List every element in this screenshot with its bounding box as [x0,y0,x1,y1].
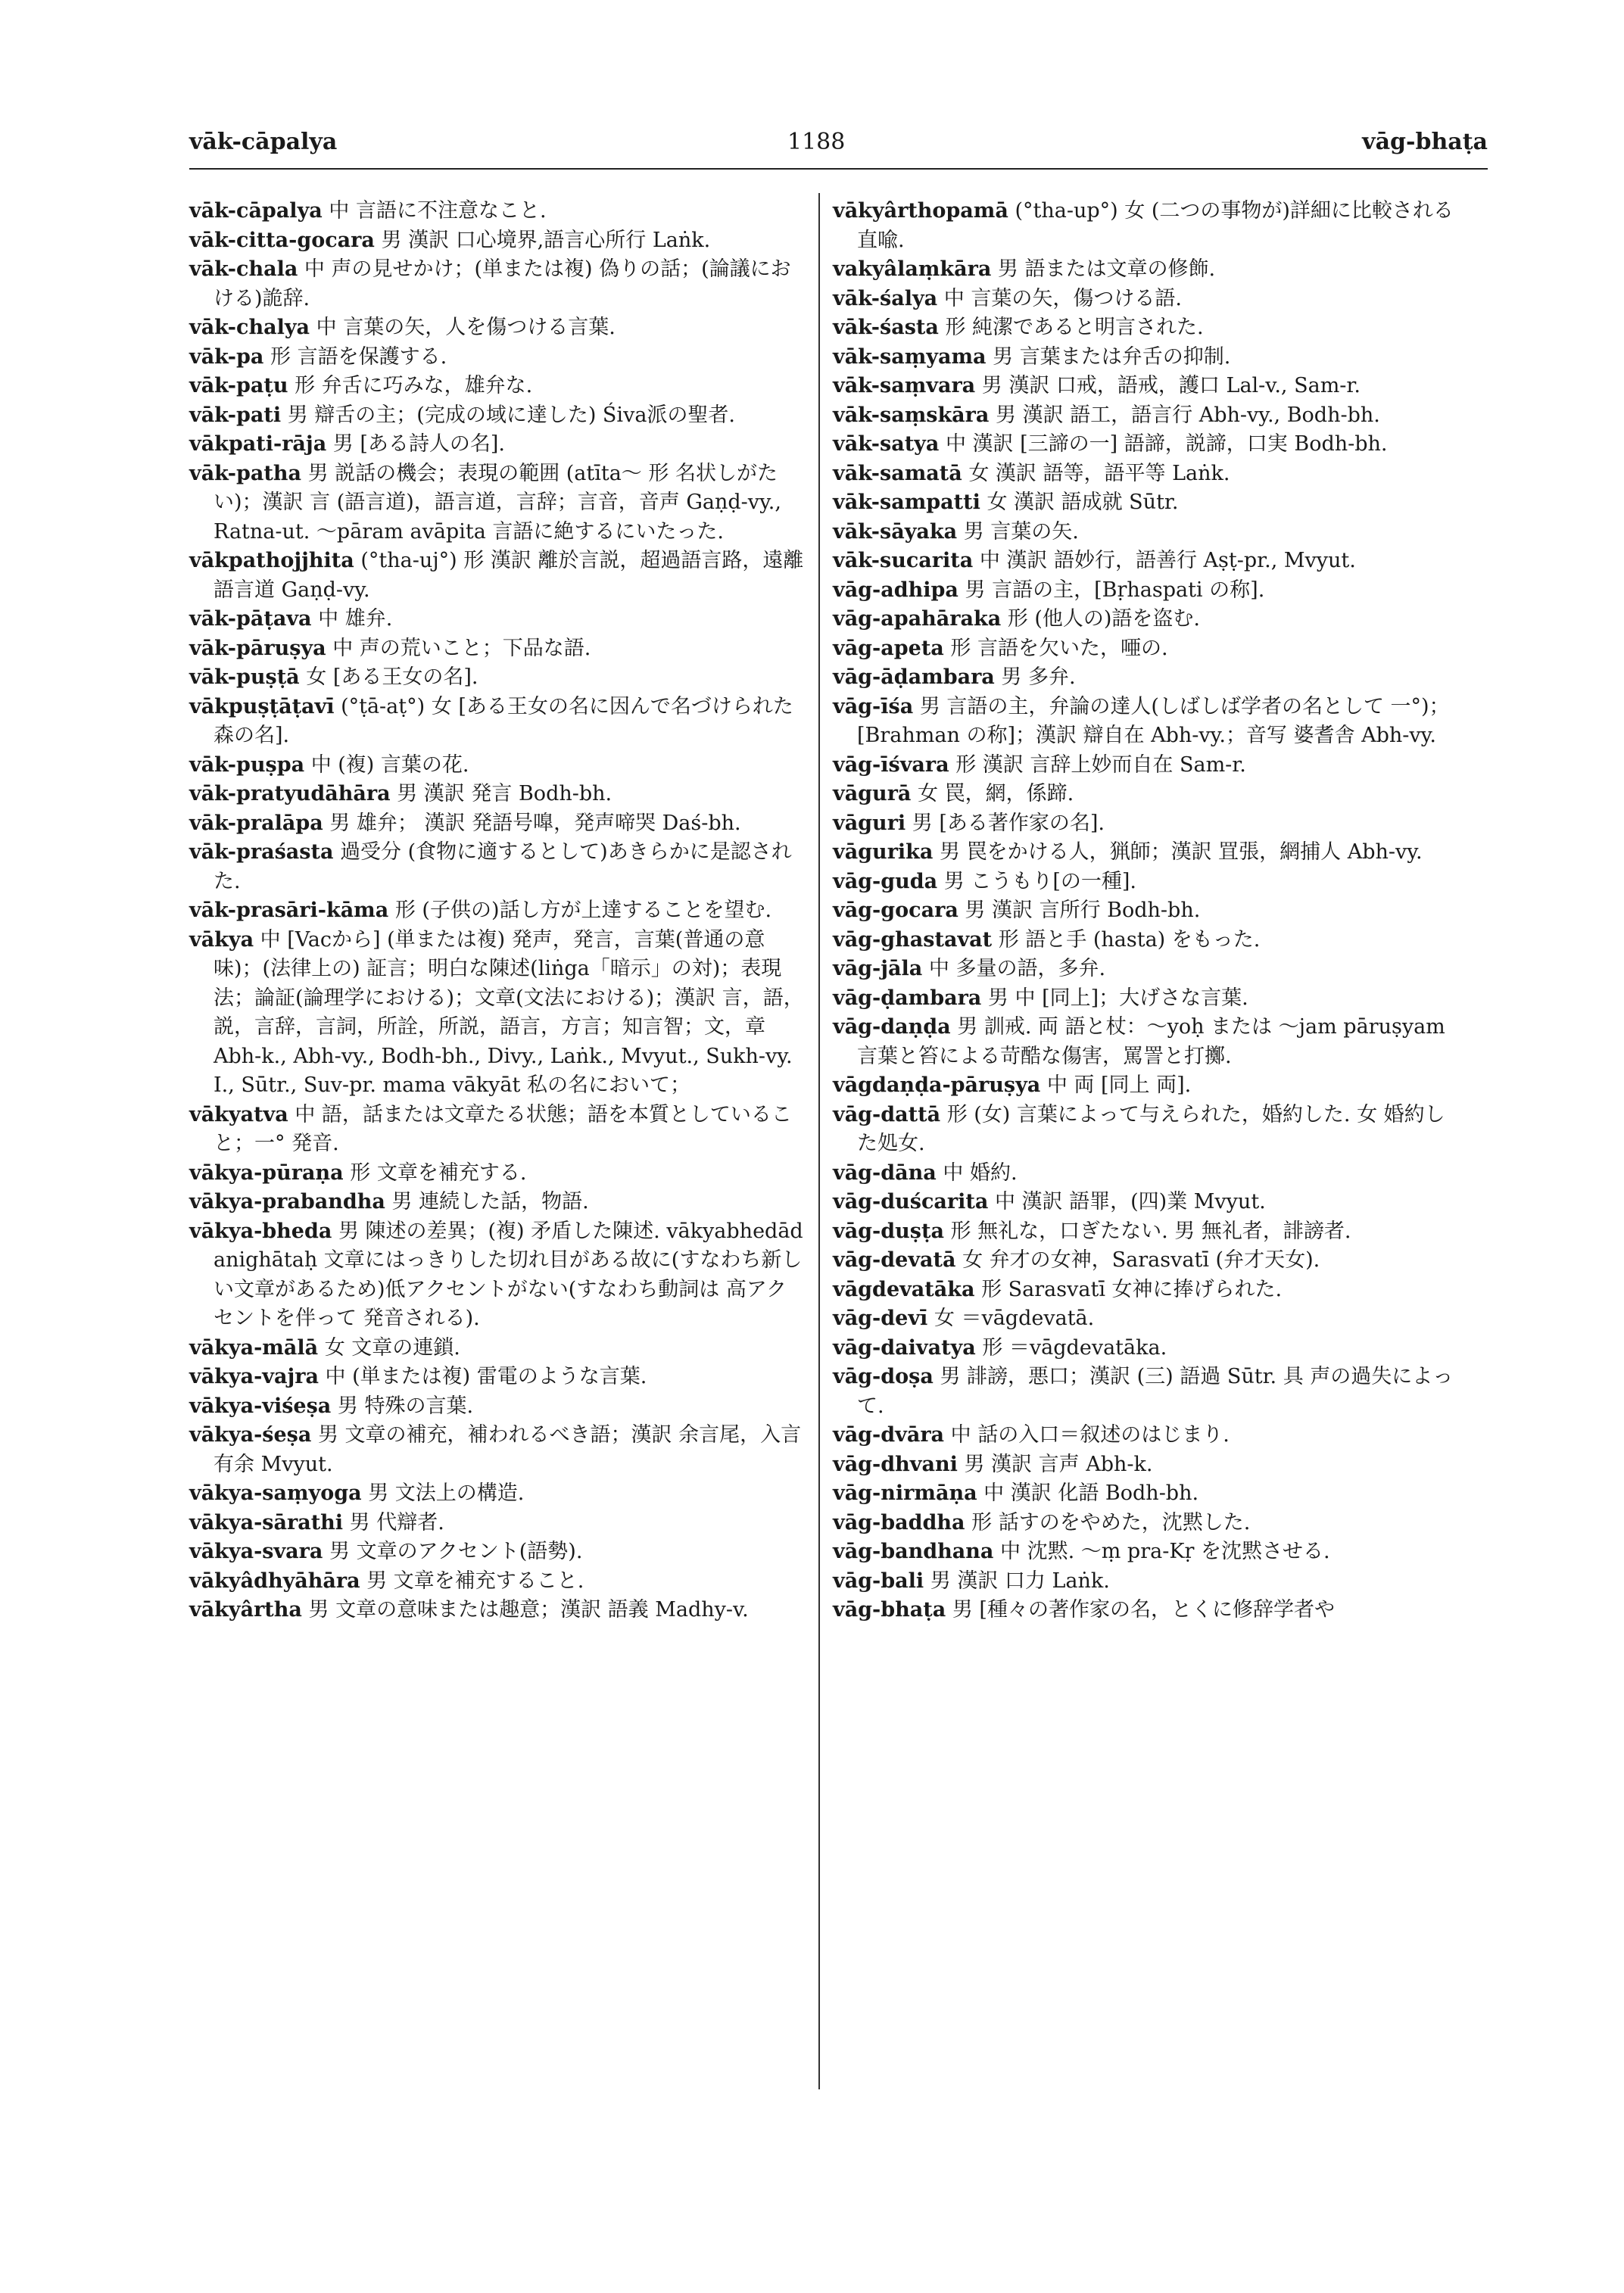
entry-headword: vākya-svara [189,1540,323,1563]
dictionary-entry [189,634,806,664]
dictionary-entry [833,634,1465,664]
dictionary-entry [189,1217,806,1334]
entry-definition: 男 語または文章の修飾. [997,257,1216,281]
dictionary-entry [833,1450,1465,1480]
dictionary-entry [833,896,1465,926]
entry-headword: vāk-sucarita [833,549,974,572]
entry-headword: vāg-īśa [833,694,914,718]
dictionary-entry [833,1334,1465,1363]
dictionary-entry [833,984,1465,1014]
dictionary-entry [833,1188,1465,1217]
entry-headword: vāk-pralāpa [189,811,323,835]
entry-definition: 中 言語に不注意なこと. [329,199,547,223]
dictionary-entry [833,809,1465,839]
entry-headword: vākya-śeṣa [189,1423,312,1447]
entry-definition: 男 漢訳 発言 Bodh-bh. [397,782,613,805]
entry-headword: vākya-pūraṇa [189,1161,344,1185]
entry-definition: 男 説話の機会；表現の範囲 (atīta～ 形 名状しがたい)；漢訳 言 (語言道)，語言道，言辞；言音，音声 Gaṇḍ-vy., Ratna-ut. ～pāram avāpita 言語に絶するにいたった. [214,461,781,544]
entry-definition: 形 無礼な，口ぎたない. 男 無礼者，誹謗者. [950,1219,1351,1243]
entry-definition: 男 陳述の差異；(複) 矛盾した陳述. vākyabhedād anighātaḥ 文章にはっきりした切れ目がある故に(すなわち新しい文章があるため)低アクセントがない(すなわち動詞は 高アクセントを伴って 発音される). [214,1219,803,1330]
entry-headword: vākya-viśeṣa [189,1394,332,1418]
entry-definition: 形 純潔であると明言された. [945,316,1204,339]
entry-headword: vāk-puṣṭā [189,665,300,689]
entry-headword: vāg-baddha [833,1510,965,1534]
dictionary-entry [189,1567,806,1597]
entry-headword: vākyatva [189,1102,288,1126]
entry-headword: vāk-pa [189,344,264,369]
entry-definition: 男 言葉または弁舌の抑制. [993,344,1231,369]
entry-headword: vāg-daṇḍa [833,1015,951,1039]
entry-headword: vāgdevatāka [833,1277,975,1301]
entry-headword: vāk-paṭu [189,374,288,397]
dictionary-entry [833,1304,1465,1334]
dictionary-entry [189,343,806,372]
entry-headword: vāk-sāyaka [833,519,958,544]
entry-definition: 女 文章の連鎖. [324,1335,460,1360]
entry-definition: 形 ＝vāgdevatāka. [982,1335,1167,1360]
dictionary-entry [189,838,806,896]
entry-headword: vāg-adhipa [833,578,959,602]
entry-definition: 男 言語の主，[Bṛhaspati の称]. [965,578,1265,602]
dictionary-entry [189,1363,806,1392]
entry-headword: vāk-chalya [189,316,310,339]
dictionary-entry [833,1101,1465,1159]
dictionary-entry [833,751,1465,780]
dictionary-entry [833,1159,1465,1189]
entry-definition: 形 語と手 (hasta) をもった. [998,927,1261,952]
entry-headword: vāg-ghastavat [833,927,993,952]
entry-definition: 中 語，話または文章たる状態；語を本質としていること；一° 発音. [214,1102,792,1155]
entry-headword: vākyârtha [189,1598,302,1622]
entry-definition: 中 雄弁. [318,607,393,631]
entry-definition: 男 罠をかける人，猟師；漢訳 罝張，網捕人 Abh-vy. [939,840,1423,864]
left-column [189,197,806,1625]
dictionary-entry [833,926,1465,955]
dictionary-entry [189,1159,806,1189]
dictionary-entry [189,663,806,693]
entry-headword: vāg-gocara [833,899,959,922]
entry-definition: 形 弁舌に巧みな，雄弁な. [295,374,533,397]
entry-headword: vāg-bandhana [833,1540,994,1563]
entry-definition: 中 声の見せかけ；(単または複) 偽りの話；(論議における)詭辞. [214,257,791,310]
entry-headword: vāg-dattā [833,1102,941,1126]
entry-definition: 女 ＝vāgdevatā. [934,1307,1095,1330]
page-number: 1188 [787,129,846,155]
entry-headword: vāk-patha [189,461,301,485]
entry-headword: vāg-devī [833,1307,928,1330]
entry-headword: vāk-cāpalya [189,199,323,223]
entry-definition: 中 婚約. [943,1161,1018,1185]
entry-headword: vākyârthopamā [833,199,1008,223]
entry-headword: vāk-śasta [833,316,939,339]
entry-headword: vāg-apahāraka [833,607,1002,631]
entry-definition: 男 漢訳 語工，語言行 Abh-vy., Bodh-bh. [995,403,1380,427]
entry-headword: vāg-devatā [833,1248,956,1272]
dictionary-entry [189,430,806,460]
dictionary-entry [189,372,806,401]
dictionary-entry [833,955,1465,984]
entry-headword: vāk-śalya [833,286,938,310]
dictionary-entry [189,1509,806,1538]
entry-definition: 中 漢訳 [三諦の一] 語諦，説諦，口実 Bodh-bh. [945,432,1388,456]
dictionary-entry [833,605,1465,634]
entry-definition: 形 言語を保護する. [270,344,447,369]
entry-headword: vāk-chala [189,257,298,281]
entry-headword: vāk-pāruṣya [189,636,326,660]
running-head-left: vāk-cāpalya [189,129,338,155]
dictionary-entry [189,226,806,256]
dictionary-entry [833,1071,1465,1101]
entry-definition: 女 弁才の女神，Sarasvatī (弁才天女). [962,1248,1320,1272]
entry-headword: vāg-duścarita [833,1190,989,1213]
dictionary-entry [189,197,806,226]
entry-definition: 中 言葉の矢，人を傷つける言葉. [316,316,616,339]
entry-definition: 中 多量の語，多弁. [928,957,1106,980]
dictionary-entry [833,780,1465,809]
entry-definition: 形 文章を補充する. [350,1161,527,1185]
dictionary-entry [189,255,806,313]
entry-headword: vāg-nirmāṇa [833,1481,977,1505]
entry-headword: vāg-dhvani [833,1452,958,1476]
dictionary-entry [833,1363,1465,1421]
entry-headword: vāg-doṣa [833,1365,934,1388]
entry-headword: vākpathojjhita [189,549,354,572]
entry-headword: vāk-pratyudāhāra [189,782,391,805]
entry-headword: vāg-āḍambara [833,665,995,689]
entry-headword: vākya [189,927,254,952]
entry-definition: 男 多弁. [1001,665,1076,689]
entry-headword: vāk-saṃyama [833,344,987,369]
entry-headword: vāk-saṃskāra [833,403,990,427]
dictionary-entry [833,197,1465,255]
dictionary-entry [189,809,806,839]
entry-definition: 男 漢訳 言声 Abh-k. [964,1452,1153,1476]
dictionary-entry [189,693,806,751]
entry-definition: 形 (他人の)語を盗む. [1007,607,1201,631]
entry-definition: 男 言葉の矢. [963,519,1079,544]
entry-definition: 男 こうもり[の一種]. [943,869,1136,893]
entry-headword: vāg-duṣṭa [833,1219,944,1243]
dictionary-entry [833,1276,1465,1305]
entry-definition: 男 辯舌の主；(完成の域に達した) Śiva派の聖者. [287,403,735,427]
column-divider [818,193,820,2089]
entry-headword: vāk-praśasta [189,840,334,864]
entry-definition: 男 代辯者. [349,1510,444,1534]
entry-definition: 中 漢訳 語罪，(四)業 Mvyut. [994,1190,1266,1213]
dictionary-entry [189,780,806,809]
entry-definition: 男 中 [同上]；大げさな言葉. [987,986,1248,1010]
dictionary-entry [189,1101,806,1159]
entry-headword: vāk-citta-gocara [189,228,375,252]
dictionary-entry [833,1479,1465,1509]
entry-headword: vāg-guda [833,869,938,893]
entry-definition: 男 漢訳 言所行 Bodh-bh. [965,899,1201,922]
entry-definition: 女 漢訳 語成就 Sūtr. [987,491,1179,514]
dictionary-entry [189,401,806,431]
entry-headword: vāg-bali [833,1569,924,1593]
entry-headword: vāk-pāṭava [189,607,312,631]
entry-headword: vāk-samatā [833,461,962,485]
entry-headword: vākyâdhyāhāra [189,1569,360,1593]
dictionary-entry [833,372,1465,401]
entry-definition: 男 訓戒. 両 語と杖：～yoḥ または ～jam pāruṣyam 言葉と笞による苛酷な傷害，罵詈と打擲. [857,1015,1445,1068]
entry-headword: vāg-jāla [833,957,923,980]
entry-definition: 形 言語を欠いた，唖の. [950,636,1168,660]
entry-definition: 中 (単または複) 雷電のような言葉. [325,1365,647,1388]
entry-definition: (°tha-uj°) 形 漢訳 離於言説，超過語言路，遠離語言道 Gaṇḍ-vy. [214,549,804,602]
entry-definition: 女 [ある王女の名]. [306,665,478,689]
entry-headword: vākya-vajra [189,1365,319,1388]
entry-headword: vāk-saṃvara [833,374,976,397]
entry-definition: 女 罠，網，係蹄. [918,782,1074,805]
entry-headword: vāg-bhaṭa [833,1598,946,1622]
entry-headword: vāk-satya [833,432,940,456]
entry-definition: 中 (複) 言葉の花. [310,752,469,777]
entry-definition: 男 漢訳 口戒，語戒，護口 Lal-v., Sam-r. [981,374,1361,397]
entry-definition: 中 声の荒いこと；下品な語. [332,636,591,660]
dictionary-entry [189,313,806,343]
entry-definition: 過受分 (食物に適するとして)あきらかに是認された. [214,840,792,893]
dictionary-entry [833,1246,1465,1276]
entry-headword: vāg-īśvara [833,752,949,777]
entry-headword: vākya-prabandha [189,1190,385,1213]
dictionary-entry [189,1421,806,1479]
dictionary-entry [833,1013,1465,1071]
dictionary-entry [833,1421,1465,1450]
entry-definition: 男 雄弁； 漢訳 発語号嘷，発声啼哭 Daś-bh. [329,811,741,835]
dictionary-entry [189,1188,806,1217]
entry-definition: 中 漢訳 語妙行，語善行 Aṣṭ-pr., Mvyut. [979,549,1356,572]
entry-definition: (°tha-up°) 女 (二つの事物が)詳細に比較される直喩. [857,199,1454,252]
entry-headword: vākya-saṃyoga [189,1481,362,1505]
entry-definition: 男 文章のアクセント(語勢). [329,1540,583,1563]
entry-headword: vākpuṣṭāṭavī [189,694,335,718]
entry-headword: vāk-pati [189,403,282,427]
entry-definition: 男 誹謗，悪口；漢訳 (三) 語過 Sūtr. 具 声の過失によって. [857,1365,1454,1418]
dictionary-entry [833,313,1465,343]
dictionary-entry [189,1334,806,1363]
entry-definition: 男 連続した話，物語. [391,1190,589,1213]
dictionary-entry [189,1537,806,1567]
entry-headword: vāk-sampatti [833,491,980,514]
dictionary-entry [189,547,806,605]
entry-headword: vāk-puṣpa [189,752,305,777]
dictionary-entry [833,868,1465,897]
dictionary-entry [833,838,1465,868]
entry-definition: 男 言語の主，弁論の達人(しばしば学者の名として 一°)；[Brahman の称]；漢訳 辯自在 Abh-vy.；音写 婆耆舎 Abh-vy. [857,694,1450,747]
dictionary-entry [189,1392,806,1422]
dictionary-entry [833,518,1465,547]
entry-definition: 中 言葉の矢，傷つける語. [943,286,1182,310]
dictionary-entry [833,285,1465,314]
entry-definition: 形 話すのをやめた，沈黙した. [971,1510,1251,1534]
dictionary-entry [833,343,1465,372]
entry-definition: 男 [ある詩人の名]. [332,432,506,456]
dictionary-entry [833,1217,1465,1247]
entry-headword: vāgurā [833,782,912,805]
entry-headword: vāg-dvāra [833,1423,945,1447]
entry-definition: 男 文法上の構造. [368,1481,525,1505]
dictionary-entry [189,896,806,926]
entry-headword: vāgdaṇḍa-pāruṣya [833,1073,1041,1097]
entry-definition: 男 [種々の著作家の名，とくに修辞学者や [952,1598,1335,1622]
dictionary-entry [833,1509,1465,1538]
entry-definition: 男 特殊の言葉. [337,1394,474,1418]
entry-definition: (°ṭā-aṭ°) 女 [ある王女の名に因んで名づけられた森の名]. [214,694,793,747]
entry-headword: vāgurika [833,840,934,864]
dictionary-entry [189,926,806,1101]
entry-headword: vākya-bheda [189,1219,332,1243]
dictionary-entry [833,576,1465,606]
entry-definition: 中 [Vacから] (単または複) 発声，発言，言葉(普通の意味)；(法律上の) 証言；明白な陳述(liṅga「暗示」の対)；表現法；論証(論理学における)；文章(文法における)；漢訳 言，語，説，言辞，言詞，所詮，所説，語言，方言；知言智；文，章 Abh-k., Abh-vy., Bodh-bh., Divy., Laṅk., Mvyut., Sukh-vy. I., Sūtr., Suv-pr. mama vākyāt 私の名において； [214,927,804,1097]
entry-definition: 中 漢訳 化語 Bodh-bh. [983,1481,1199,1505]
dictionary-entry [189,605,806,634]
dictionary-entry [833,663,1465,693]
entry-definition: 中 両 [同上 両]. [1046,1073,1192,1097]
dictionary-entry [833,488,1465,518]
entry-headword: vāguri [833,811,906,835]
entry-definition: 形 (子供の)話し方が上達することを望む. [394,899,772,922]
entry-definition: 男 文章の意味または趣意；漢訳 語義 Madhy-v. [308,1598,749,1622]
dictionary-entry [189,1596,806,1625]
entry-headword: vāg-apeta [833,636,944,660]
dictionary-entry [833,460,1465,489]
entry-headword: vākpati-rāja [189,432,327,456]
dictionary-entry [833,401,1465,431]
entry-definition: 形 Sarasvatī 女神に捧げられた. [981,1277,1283,1301]
entry-headword: vāg-dāna [833,1161,937,1185]
dictionary-entry [189,460,806,547]
entry-headword: vāk-prasāri-kāma [189,899,389,922]
entry-definition: 男 漢訳 口心境界,語言心所行 Laṅk. [381,228,711,252]
dictionary-entry [833,1567,1465,1597]
dictionary-entry [833,430,1465,460]
entry-definition: 女 漢訳 語等，語平等 Laṅk. [968,461,1230,485]
entry-definition: 中 話の入口＝叙述のはじまり. [950,1423,1230,1447]
header-rule [189,168,1488,170]
entry-headword: vāg-ḍambara [833,986,982,1010]
dictionary-entry [189,751,806,780]
entry-definition: 男 文章の補充，補われるべき語；漢訳 余言尾，入言有余 Mvyut. [214,1423,802,1476]
dictionary-entry [833,1596,1465,1625]
entry-definition: 中 沈黙. ～ṃ pra-Kṛ を沈黙させる. [1000,1540,1330,1563]
entry-headword: vākya-mālā [189,1335,319,1360]
dictionary-entry [833,547,1465,576]
entry-definition: 形 漢訳 言辞上妙而自在 Sam-r. [955,752,1246,777]
entry-headword: vāg-daivatya [833,1335,976,1360]
dictionary-entry [833,693,1465,751]
dictionary-entry [189,1479,806,1509]
entry-definition: 男 [ある著作家の名]. [912,811,1105,835]
entry-definition: 形 (女) 言葉によって与えられた，婚約した. 女 婚約した処女. [857,1102,1445,1155]
right-column [833,197,1465,1625]
entry-definition: 男 漢訳 口力 Laṅk. [930,1569,1110,1593]
dictionary-entry [833,1537,1465,1567]
running-head-right: vāg-bhaṭa [1362,129,1488,155]
entry-definition: 男 文章を補充すること. [366,1569,584,1593]
entry-headword: vakyâlaṃkāra [833,257,992,281]
entry-headword: vākya-sārathi [189,1510,344,1534]
dictionary-entry [833,255,1465,285]
